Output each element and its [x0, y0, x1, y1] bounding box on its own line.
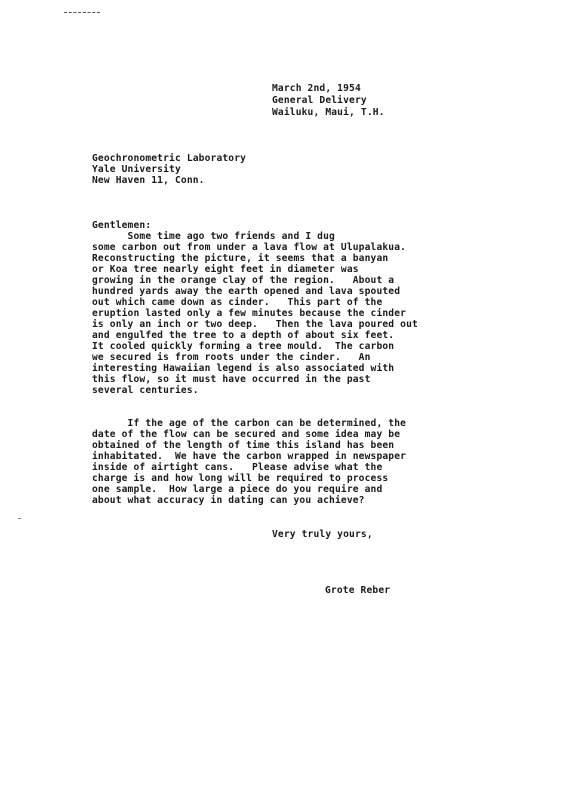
- closing: Very truly yours,: [272, 529, 373, 540]
- paragraph-line: one sample. How large a piece do you require and: [92, 484, 383, 495]
- paragraph-line: out which came down as cinder. This part of the: [92, 297, 383, 308]
- recipient-line-3: New Haven 11, Conn.: [92, 175, 205, 186]
- paragraph-line: some carbon out from under a lava flow at Ulupalakua.: [92, 242, 407, 253]
- paragraph-line: this flow, so it must have occurred in the past: [92, 374, 371, 385]
- paragraph-line: is only an inch or two deep. Then the lava poured out: [92, 319, 418, 330]
- paragraph-line: Reconstructing the picture, it seems that a banyan: [92, 253, 389, 264]
- recipient-line-2: Yale University: [92, 164, 181, 175]
- sender-address-line-2: Wailuku, Maui, T.H.: [272, 107, 385, 118]
- letter-date: March 2nd, 1954: [272, 83, 361, 94]
- recipient-line-1: Geochronometric Laboratory: [92, 153, 247, 164]
- paragraph-line: eruption lasted only a few minutes because the cinder: [92, 308, 407, 319]
- paragraph-line: Some time ago two friends and I dug: [92, 231, 335, 242]
- paragraph-line: If the age of the carbon can be determined, the: [92, 418, 407, 429]
- paragraph-line: or Koa tree nearly eight feet in diameter was: [92, 264, 359, 275]
- paragraph-line: inhabitated. We have the carbon wrapped in newspaper: [92, 451, 407, 462]
- paragraph-line: about what accuracy in dating can you achieve?: [92, 495, 365, 506]
- paragraph-line: hundred yards away the earth opened and lava spouted: [92, 286, 401, 297]
- paragraph-line: several centuries.: [92, 385, 199, 396]
- paragraph-line: charge is and how long will be required to process: [92, 473, 389, 484]
- paragraph-line: and engulfed the tree to a depth of about six feet.: [92, 330, 395, 341]
- top-edge-mark: [64, 12, 100, 15]
- margin-mark: [18, 518, 21, 519]
- paragraph-line: growing in the orange clay of the region. About a: [92, 275, 395, 286]
- salutation: Gentlemen:: [92, 220, 152, 231]
- paragraph-line: inside of airtight cans. Please advise what the: [92, 462, 383, 473]
- signature-name: Grote Reber: [325, 585, 391, 596]
- paragraph-line: we secured is from roots under the cinder. An: [92, 352, 371, 363]
- paragraph-line: It cooled quickly forming a tree mould. The carbon: [92, 341, 395, 352]
- paragraph-line: interesting Hawaiian legend is also associated with: [92, 363, 395, 374]
- sender-address-line-1: General Delivery: [272, 95, 367, 106]
- paragraph-line: date of the flow can be secured and some idea may be: [92, 429, 401, 440]
- paragraph-line: obtained of the length of time this island has been: [92, 440, 395, 451]
